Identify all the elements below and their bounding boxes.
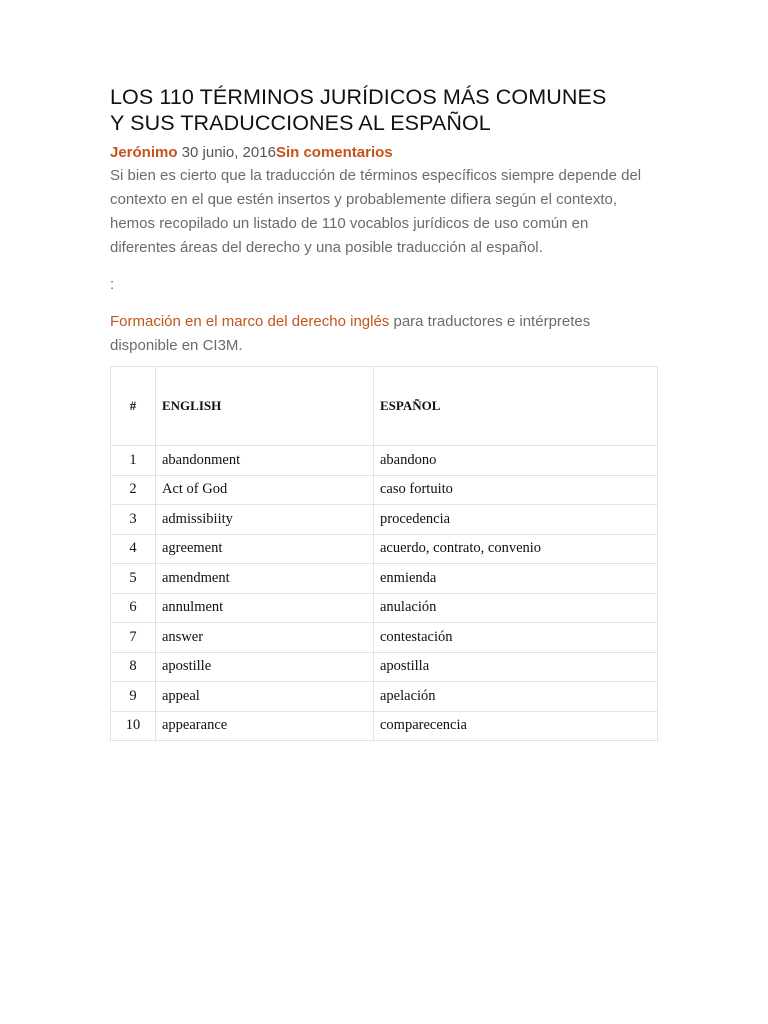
cell-spanish: caso fortuito [374, 475, 658, 505]
table-row [111, 623, 658, 653]
author-link[interactable]: Jerónimo [110, 144, 178, 161]
table-row [111, 682, 658, 712]
cell-spanish: acuerdo, contrato, convenio [374, 534, 658, 564]
cell-english: amendment [156, 564, 374, 594]
post-date: 30 junio, 2016 [177, 144, 276, 161]
cell-english: Act of God [156, 475, 374, 505]
cell-number: 10 [111, 711, 156, 741]
promo-text: para traductores e intérpretes disponible en CI3M. [110, 313, 591, 354]
cell-number: 4 [111, 534, 156, 564]
cell-spanish: procedencia [374, 505, 658, 535]
cell-english: appeal [156, 682, 374, 712]
cell-spanish: comparecencia [374, 711, 658, 741]
terms-table [110, 366, 658, 741]
table-row [111, 475, 658, 505]
post-meta [110, 142, 658, 164]
title-line-1: LOS 110 TÉRMINOS JURÍDICOS MÁS COMUNES [110, 85, 607, 109]
cell-number: 9 [111, 682, 156, 712]
cell-spanish: apelación [374, 682, 658, 712]
promo-paragraph [110, 310, 658, 358]
table-row [111, 534, 658, 564]
cell-english: appearance [156, 711, 374, 741]
cell-spanish: contestación [374, 623, 658, 653]
intro-paragraph: Si bien es cierto que la traducción de términos específicos siempre depende del contexto en el que estén insertos y probablemente difiera según el contexto, hemos recopilado un listado de 110 vocablos jurídicos de uso común en diferentes áreas del derecho y una posible traducción al español. [110, 167, 642, 256]
cell-english: abandonment [156, 446, 374, 476]
colon-line: : [110, 276, 115, 293]
header-spanish: ESPAÑOL [374, 367, 658, 446]
cell-spanish: abandono [374, 446, 658, 476]
cell-number: 5 [111, 564, 156, 594]
cell-english: agreement [156, 534, 374, 564]
table-row [111, 652, 658, 682]
header-english: ENGLISH [156, 367, 374, 446]
table-row [111, 564, 658, 594]
cell-english: admissibiity [156, 505, 374, 535]
cell-number: 2 [111, 475, 156, 505]
title-line-2: Y SUS TRADUCCIONES AL ESPAÑOL [110, 111, 491, 135]
cell-number: 7 [111, 623, 156, 653]
article [110, 84, 658, 741]
cell-spanish: enmienda [374, 564, 658, 594]
cell-spanish: apostilla [374, 652, 658, 682]
table-row [111, 505, 658, 535]
table-row [111, 711, 658, 741]
cell-number: 8 [111, 652, 156, 682]
cell-english: answer [156, 623, 374, 653]
cell-number: 3 [111, 505, 156, 535]
cell-number: 1 [111, 446, 156, 476]
cell-english: annulment [156, 593, 374, 623]
comments-link[interactable]: Sin comentarios [275, 144, 393, 161]
cell-spanish: anulación [374, 593, 658, 623]
table-header-row [111, 367, 658, 446]
table-row [111, 446, 658, 476]
header-number: # [111, 367, 156, 446]
promo-link[interactable]: Formación en el marco del derecho inglés [110, 313, 390, 330]
cell-number: 6 [111, 593, 156, 623]
table-row [111, 593, 658, 623]
cell-english: apostille [156, 652, 374, 682]
page-title [110, 84, 658, 136]
